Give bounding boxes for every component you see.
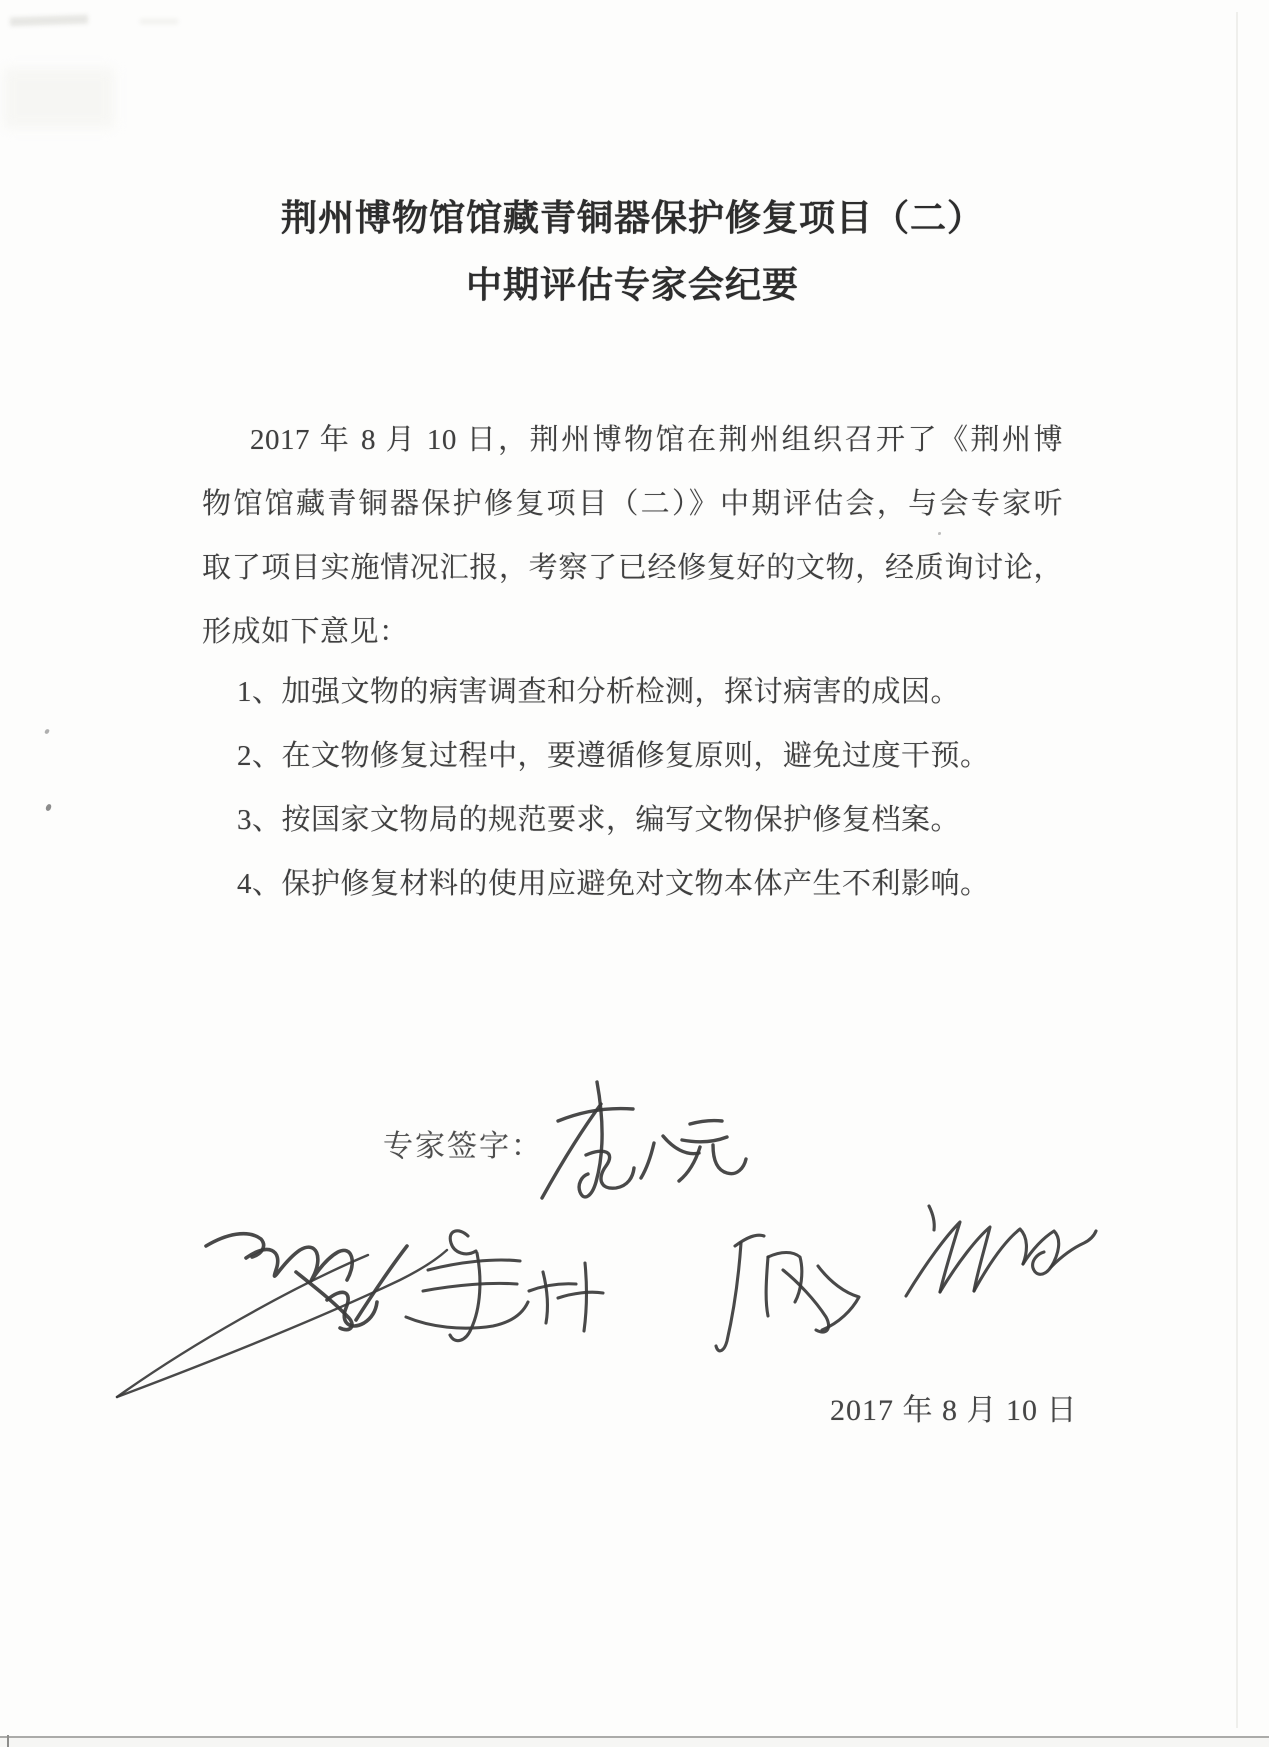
paragraph-line: 2017 年 8 月 10 日，荆州博物馆在荆州组织召开了《荆州博: [250, 424, 1063, 456]
opinion-item-2: 2、在文物修复过程中，要遵循修复原则，避免过度干预。: [237, 740, 990, 772]
document-title-line-2: 中期评估专家会纪要: [465, 265, 799, 305]
opinion-item-1: 1、加强文物的病害调查和分析检测，探讨病害的成因。: [237, 676, 961, 708]
signature-2: [117, 1234, 447, 1397]
signature-label: 专家签字：: [383, 1130, 543, 1163]
opinion-item-4: 4、保护修复材料的使用应避免对文物本体产生不利影响。: [237, 868, 990, 900]
paragraph-line: 形成如下意见：: [202, 616, 409, 648]
document-date: 2017 年 8 月 10 日: [830, 1394, 1078, 1427]
signature-4: [716, 1235, 859, 1351]
signature-1: [542, 1082, 746, 1198]
paragraph-line: 物馆馆藏青铜器保护修复项目（二）》中期评估会，与会专家听: [202, 488, 1063, 520]
paragraph-line: 取了项目实施情况汇报，考察了已经修复好的文物，经质询讨论，: [202, 552, 1063, 584]
opinion-item-3: 3、按国家文物局的规范要求，编写文物保护修复档案。: [237, 804, 961, 836]
document-title-line-1: 荆州博物馆馆藏青铜器保护修复项目（二）: [280, 198, 984, 238]
signature-5: [906, 1206, 1096, 1296]
signature-3: [406, 1231, 603, 1341]
